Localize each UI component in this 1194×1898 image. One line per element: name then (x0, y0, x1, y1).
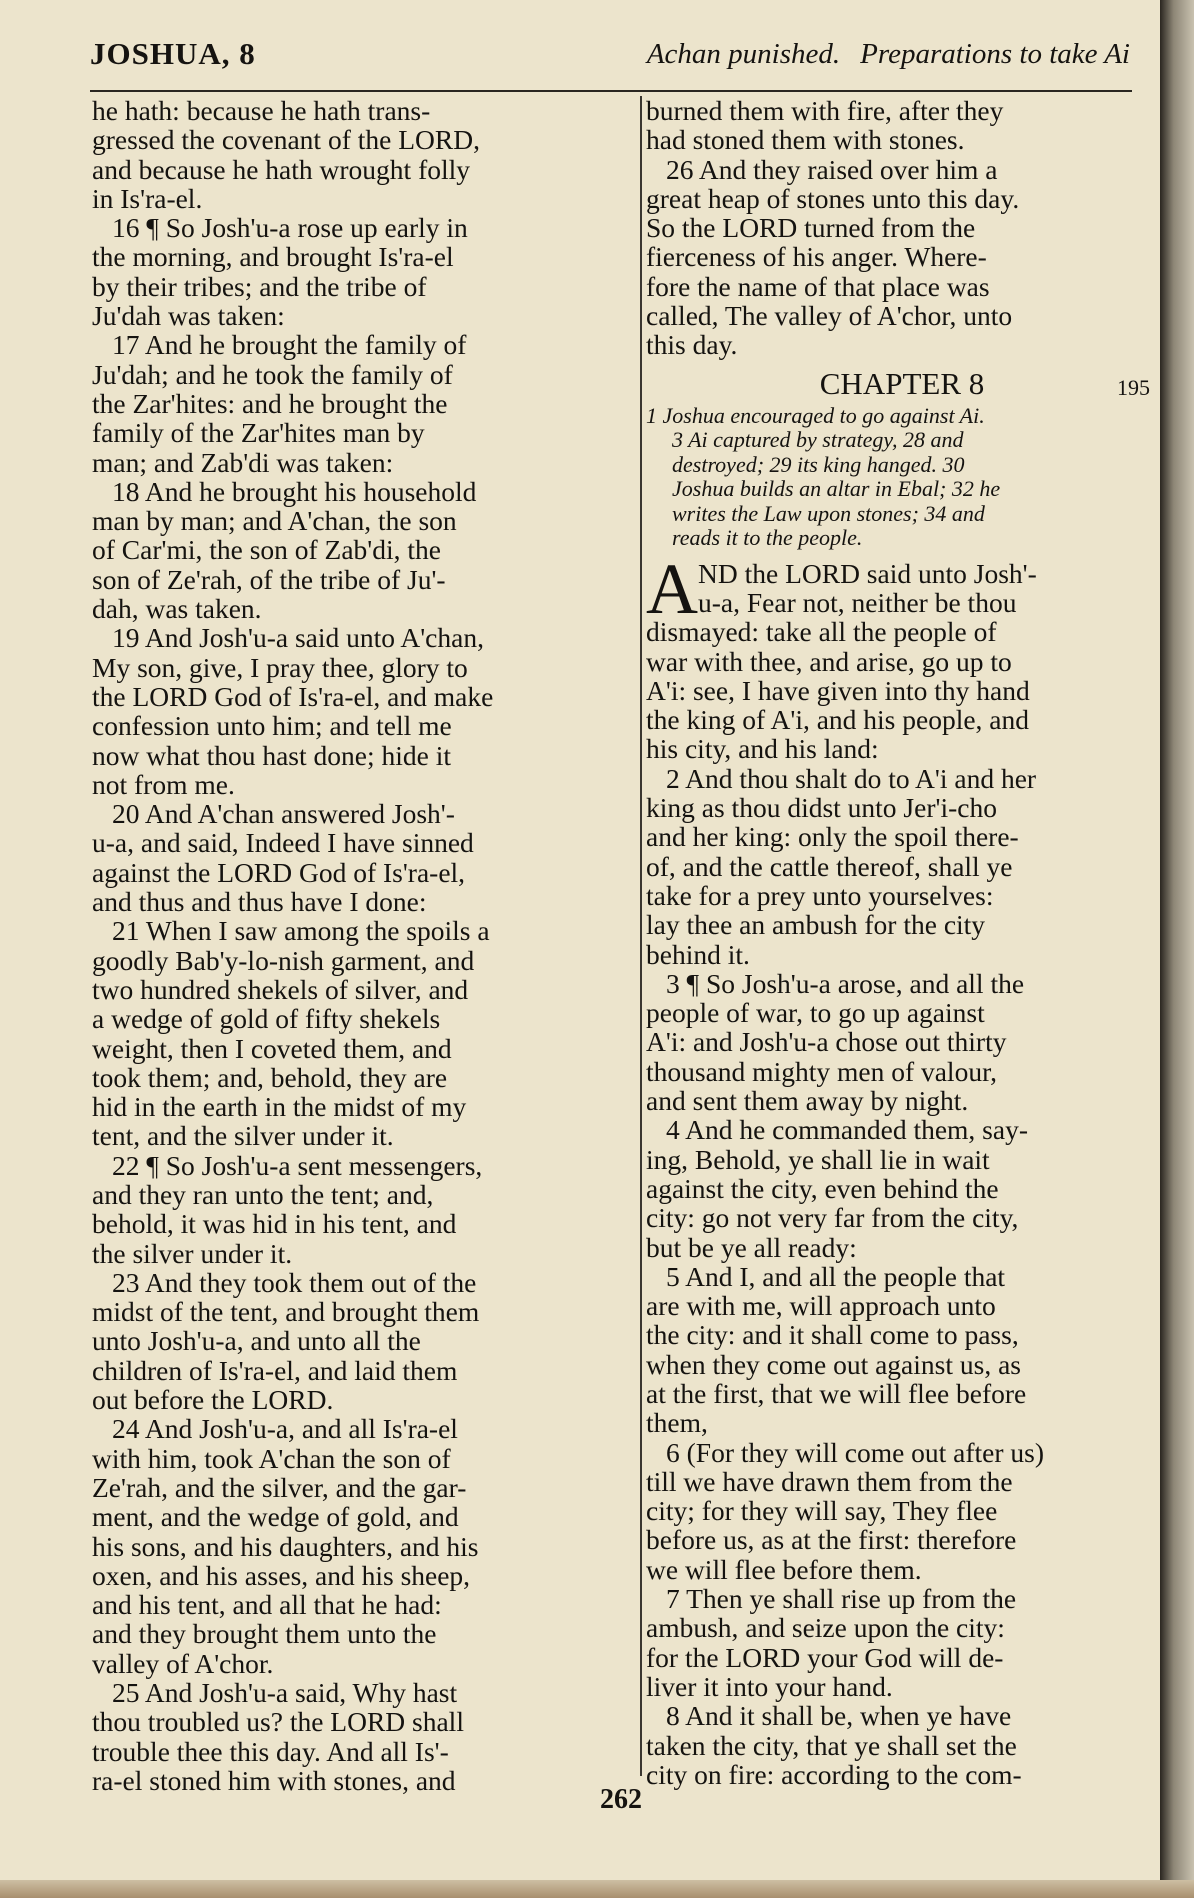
text-line: fierceness of his anger. Where- (646, 241, 987, 273)
chapter-title: CHAPTER 8 (819, 365, 985, 401)
column-divider (640, 96, 642, 1776)
text-line: the city: and it shall come to pass, (646, 1319, 1019, 1351)
running-header (90, 36, 1130, 86)
text-line: called, The valley of A'chor, unto (646, 300, 1013, 332)
text-line: the silver under it. (92, 1237, 293, 1269)
summary-line: destroyed; 29 its king hanged. 30 (672, 451, 965, 477)
text-line: Ju'dah; and he took the family of (92, 358, 453, 390)
text-line: and they ran unto the tent; and, (92, 1178, 434, 1210)
text-line: dismayed: take all the people of (646, 616, 997, 648)
dropcap-lines (646, 548, 1158, 629)
text-line: against the city, even behind the (646, 1172, 999, 1204)
text-line: 17 And he brought the family of (112, 329, 467, 361)
page-edge-shadow (1160, 0, 1194, 1898)
text-line: till we have drawn them from the (646, 1465, 1013, 1497)
text-line: 24 And Josh'u-a, and all Is'ra-el (112, 1413, 458, 1445)
text-line: two hundred shekels of silver, and (92, 973, 469, 1005)
summary-line: 1 Joshua encouraged to go against Ai. (646, 402, 985, 428)
text-line: tent, and the silver under it. (92, 1120, 394, 1152)
text-line: king as thou didst unto Jer'i-cho (646, 792, 997, 824)
text-line: 6 (For they will come out after us) (666, 1436, 1045, 1468)
text-line: them, (646, 1407, 708, 1439)
text-line: gressed the covenant of the LORD, (92, 124, 480, 156)
text-line: children of Is'ra-el, and laid them (92, 1354, 458, 1386)
dropcap-text-line: u-a, Fear not, neither be thou (698, 586, 1017, 618)
text-line: fore the name of that place was (646, 270, 990, 302)
book-bottom-edge (0, 1880, 1194, 1898)
text-line: A'i: see, I have given into thy hand (646, 674, 1030, 706)
text-line: ambush, and seize upon the city: (646, 1612, 1005, 1644)
text-line: he hath: because he hath trans- (92, 95, 431, 126)
text-line: before us, as at the first: therefore (646, 1524, 1017, 1556)
right-column (646, 96, 1158, 1789)
text-line: unto Josh'u-a, and unto all the (92, 1325, 421, 1357)
text-line: 16 ¶ So Josh'u-a rose up early in (112, 212, 468, 244)
summary-line: writes the Law upon stones; 34 and (672, 500, 985, 526)
text-line: at the first, that we will flee before (646, 1377, 1027, 1409)
text-line: and thus and thus have I done: (92, 886, 427, 918)
right-column-top (646, 96, 1158, 360)
chapter-number: 195 (1117, 374, 1150, 400)
text-line: the Zar'hites: and he brought the (92, 387, 448, 419)
text-line: and his tent, and all that he had: (92, 1589, 442, 1621)
text-line: for the LORD your God will de- (646, 1641, 1004, 1673)
text-line: 26 And they raised over him a (666, 153, 998, 185)
text-line: but be ye all ready: (646, 1231, 857, 1263)
text-line: with him, took A'chan the son of (92, 1442, 451, 1474)
text-line: take for a prey unto yourselves: (646, 879, 994, 911)
text-line: Ze'rah, and the silver, and the gar- (92, 1471, 467, 1503)
chapter-summary (646, 404, 1158, 551)
text-line: 19 And Josh'u-a said unto A'chan, (112, 622, 484, 654)
text-line: taken the city, that ye shall set the (646, 1729, 1017, 1761)
summary-line: 3 Ai captured by strategy, 28 and (672, 427, 964, 453)
right-column-body (646, 617, 1158, 1789)
text-line: against the LORD God of Is'ra-el, (92, 856, 466, 888)
topic-achan: Achan punished. (646, 38, 841, 70)
text-line: war with thee, and arise, go up to (646, 645, 1012, 677)
text-line: the morning, and brought Is'ra-el (92, 241, 454, 273)
text-line: city: go not very far from the city, (646, 1202, 1019, 1234)
text-line: 5 And I, and all the people that (666, 1260, 1006, 1292)
text-line: oxen, and his asses, and his sheep, (92, 1559, 471, 1591)
summary-line: Joshua builds an altar in Ebal; 32 he (672, 476, 1001, 502)
text-line: the king of A'i, and his people, and (646, 704, 1030, 736)
text-line: man; and Zab'di was taken: (92, 446, 394, 478)
text-line: goodly Bab'y-lo-nish garment, and (92, 944, 475, 976)
text-line: 22 ¶ So Josh'u-a sent messengers, (112, 1149, 483, 1181)
text-line: 25 And Josh'u-a said, Why hast (112, 1677, 458, 1709)
text-line: and sent them away by night. (646, 1085, 969, 1117)
text-line: and her king: only the spoil there- (646, 821, 1019, 853)
text-line: out before the LORD. (92, 1384, 334, 1416)
text-line: city on fire: according to the com- (646, 1758, 1022, 1790)
topic-preparations: Preparations to take Ai (860, 38, 1130, 70)
text-line: thou troubled us? the LORD shall (92, 1706, 464, 1738)
text-line: not from me. (92, 768, 235, 800)
book-chapter-heading: JOSHUA, 8 (90, 36, 256, 71)
text-line: 3 ¶ So Josh'u-a arose, and all the (666, 967, 1025, 999)
text-line: My son, give, I pray thee, glory to (92, 651, 468, 683)
text-line: 4 And he commanded them, say- (666, 1114, 1028, 1146)
text-line: ment, and the wedge of gold, and (92, 1501, 459, 1533)
text-line: weight, then I coveted them, and (92, 1032, 452, 1064)
text-line: and because he hath wrought folly (92, 153, 471, 185)
header-rule (90, 90, 1132, 92)
text-line: lay thee an ambush for the city (646, 909, 986, 941)
text-line: family of the Zar'hites man by (92, 417, 425, 449)
text-line: this day. (646, 329, 738, 361)
text-line: ing, Behold, ye shall lie in wait (646, 1143, 990, 1175)
text-line: of Car'mi, the son of Zab'di, the (92, 534, 442, 566)
text-line: his sons, and his daughters, and his (92, 1530, 479, 1562)
left-column (92, 96, 622, 1795)
text-line: thousand mighty men of valour, (646, 1055, 998, 1087)
page-number: 262 (600, 1784, 642, 1815)
text-line: city; for they will say, They flee (646, 1495, 998, 1527)
text-line: his city, and his land: (646, 733, 879, 765)
text-line: dah, was taken. (92, 593, 262, 625)
dropcap-text-line: ND the LORD said unto Josh'- (698, 557, 1037, 589)
text-line: of, and the cattle thereof, shall ye (646, 850, 1013, 882)
dropcap-paragraph (646, 548, 1158, 629)
text-line: the LORD God of Is'ra-el, and make (92, 680, 494, 712)
text-line: So the LORD turned from the (646, 212, 976, 244)
text-line: when they come out against us, as (646, 1348, 1021, 1380)
text-line: u-a, and said, Indeed I have sinned (92, 827, 474, 859)
text-line: man by man; and A'chan, the son (92, 505, 457, 537)
text-line: had stoned them with stones. (646, 124, 965, 156)
text-line: ra-el stoned him with stones, and (92, 1764, 456, 1796)
text-line: valley of A'chor. (92, 1647, 274, 1679)
text-line: confession unto him; and tell me (92, 710, 452, 742)
text-line: hid in the earth in the midst of my (92, 1091, 467, 1123)
text-line: 8 And it shall be, when ye have (666, 1700, 1012, 1732)
text-line: now what thou hast done; hide it (92, 739, 451, 771)
text-line: took them; and, behold, they are (92, 1061, 448, 1093)
text-line: a wedge of gold of fifty shekels (92, 1003, 441, 1035)
chapter-heading (646, 364, 1158, 404)
text-line: by their tribes; and the tribe of (92, 270, 427, 302)
text-line: in Is'ra-el. (92, 182, 203, 214)
text-line: we will flee before them. (646, 1553, 922, 1585)
text-line: 2 And thou shalt do to A'i and her (666, 762, 1037, 794)
text-line: 21 When I saw among the spoils a (112, 915, 490, 947)
topic-headings (627, 38, 1130, 71)
text-line: 20 And A'chan answered Josh'- (112, 798, 455, 830)
text-line: great heap of stones unto this day. (646, 182, 1020, 214)
text-line: behold, it was hid in his tent, and (92, 1208, 457, 1240)
dropcap-letter: A (646, 548, 698, 629)
text-line: 18 And he brought his household (112, 475, 477, 507)
text-line: A'i: and Josh'u-a chose out thirty (646, 1026, 1007, 1058)
text-line: burned them with fire, after they (646, 95, 1004, 126)
text-line: and they brought them unto the (92, 1618, 437, 1650)
text-line: midst of the tent, and brought them (92, 1296, 480, 1328)
text-line: liver it into your hand. (646, 1670, 893, 1702)
text-line: Ju'dah was taken: (92, 300, 285, 332)
text-line: behind it. (646, 938, 750, 970)
text-line: are with me, will approach unto (646, 1290, 996, 1322)
text-line: son of Ze'rah, of the tribe of Ju'- (92, 563, 446, 595)
text-line: trouble thee this day. And all Is'- (92, 1735, 449, 1767)
text-line: 23 And they took them out of the (112, 1266, 477, 1298)
text-line: people of war, to go up against (646, 997, 985, 1029)
text-line: 7 Then ye shall rise up from the (666, 1583, 1017, 1615)
summary-line: reads it to the people. (672, 525, 863, 551)
